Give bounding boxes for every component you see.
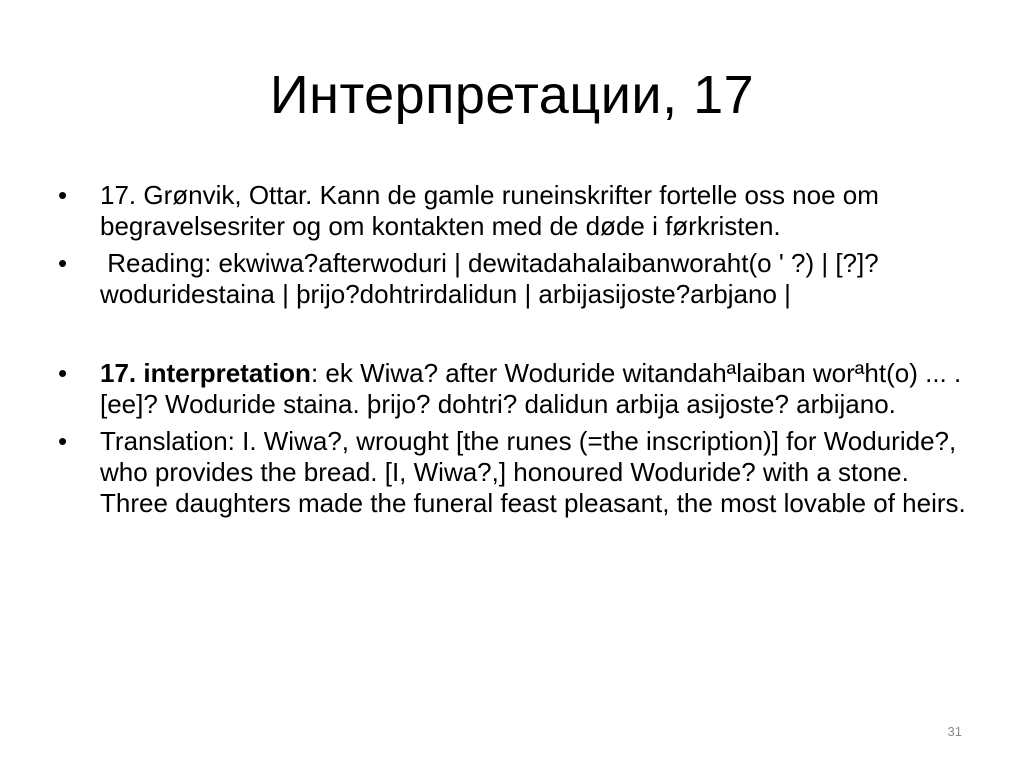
bullet-item-reading — [58, 248, 968, 310]
bullet-text: Reading: ekwiwa?afterwoduri | dewitadahalaibanworaht(o ' ?) | [?]?woduridestaina | þrijo?dohtrirdalidun | arbijasijoste?arbjano | — [100, 248, 879, 309]
bullet-dot-icon: • — [58, 358, 68, 388]
page-number: 31 — [947, 724, 962, 739]
bullet-dot-icon: • — [58, 180, 68, 210]
bullet-text: Translation: I. Wiwa?, wrought [the runes (=the inscription)] for Woduride?, who provides the bread. [I, Wiwa?,] honoured Woduride? with a stone. Three daughters made the funeral feast pleasant, the most lovable of heirs. — [100, 426, 966, 518]
bullet-item-interpretation — [58, 358, 968, 420]
bullet-item-citation — [58, 180, 968, 242]
bullet-text: 17. Grønvik, Ottar. Kann de gamle runeinskrifter fortelle oss noe om begravelsesriter og om kontakten med de døde i førkristen. — [100, 180, 879, 241]
bullet-item-translation — [58, 426, 968, 519]
bullet-text: : ek Wiwa? after Woduride witandahªlaiban worªht(o) ... . [ee]? Woduride staina. þrijo? dohtri? dalidun arbija asijoste? arbijano. — [100, 358, 962, 419]
bullet-dot-icon: • — [58, 248, 68, 278]
bullet-bold-prefix: 17. interpretation — [100, 358, 311, 388]
bullet-list — [58, 180, 968, 525]
slide-title: Интерпретации, 17 — [269, 65, 755, 125]
bullet-dot-icon: • — [58, 426, 68, 456]
